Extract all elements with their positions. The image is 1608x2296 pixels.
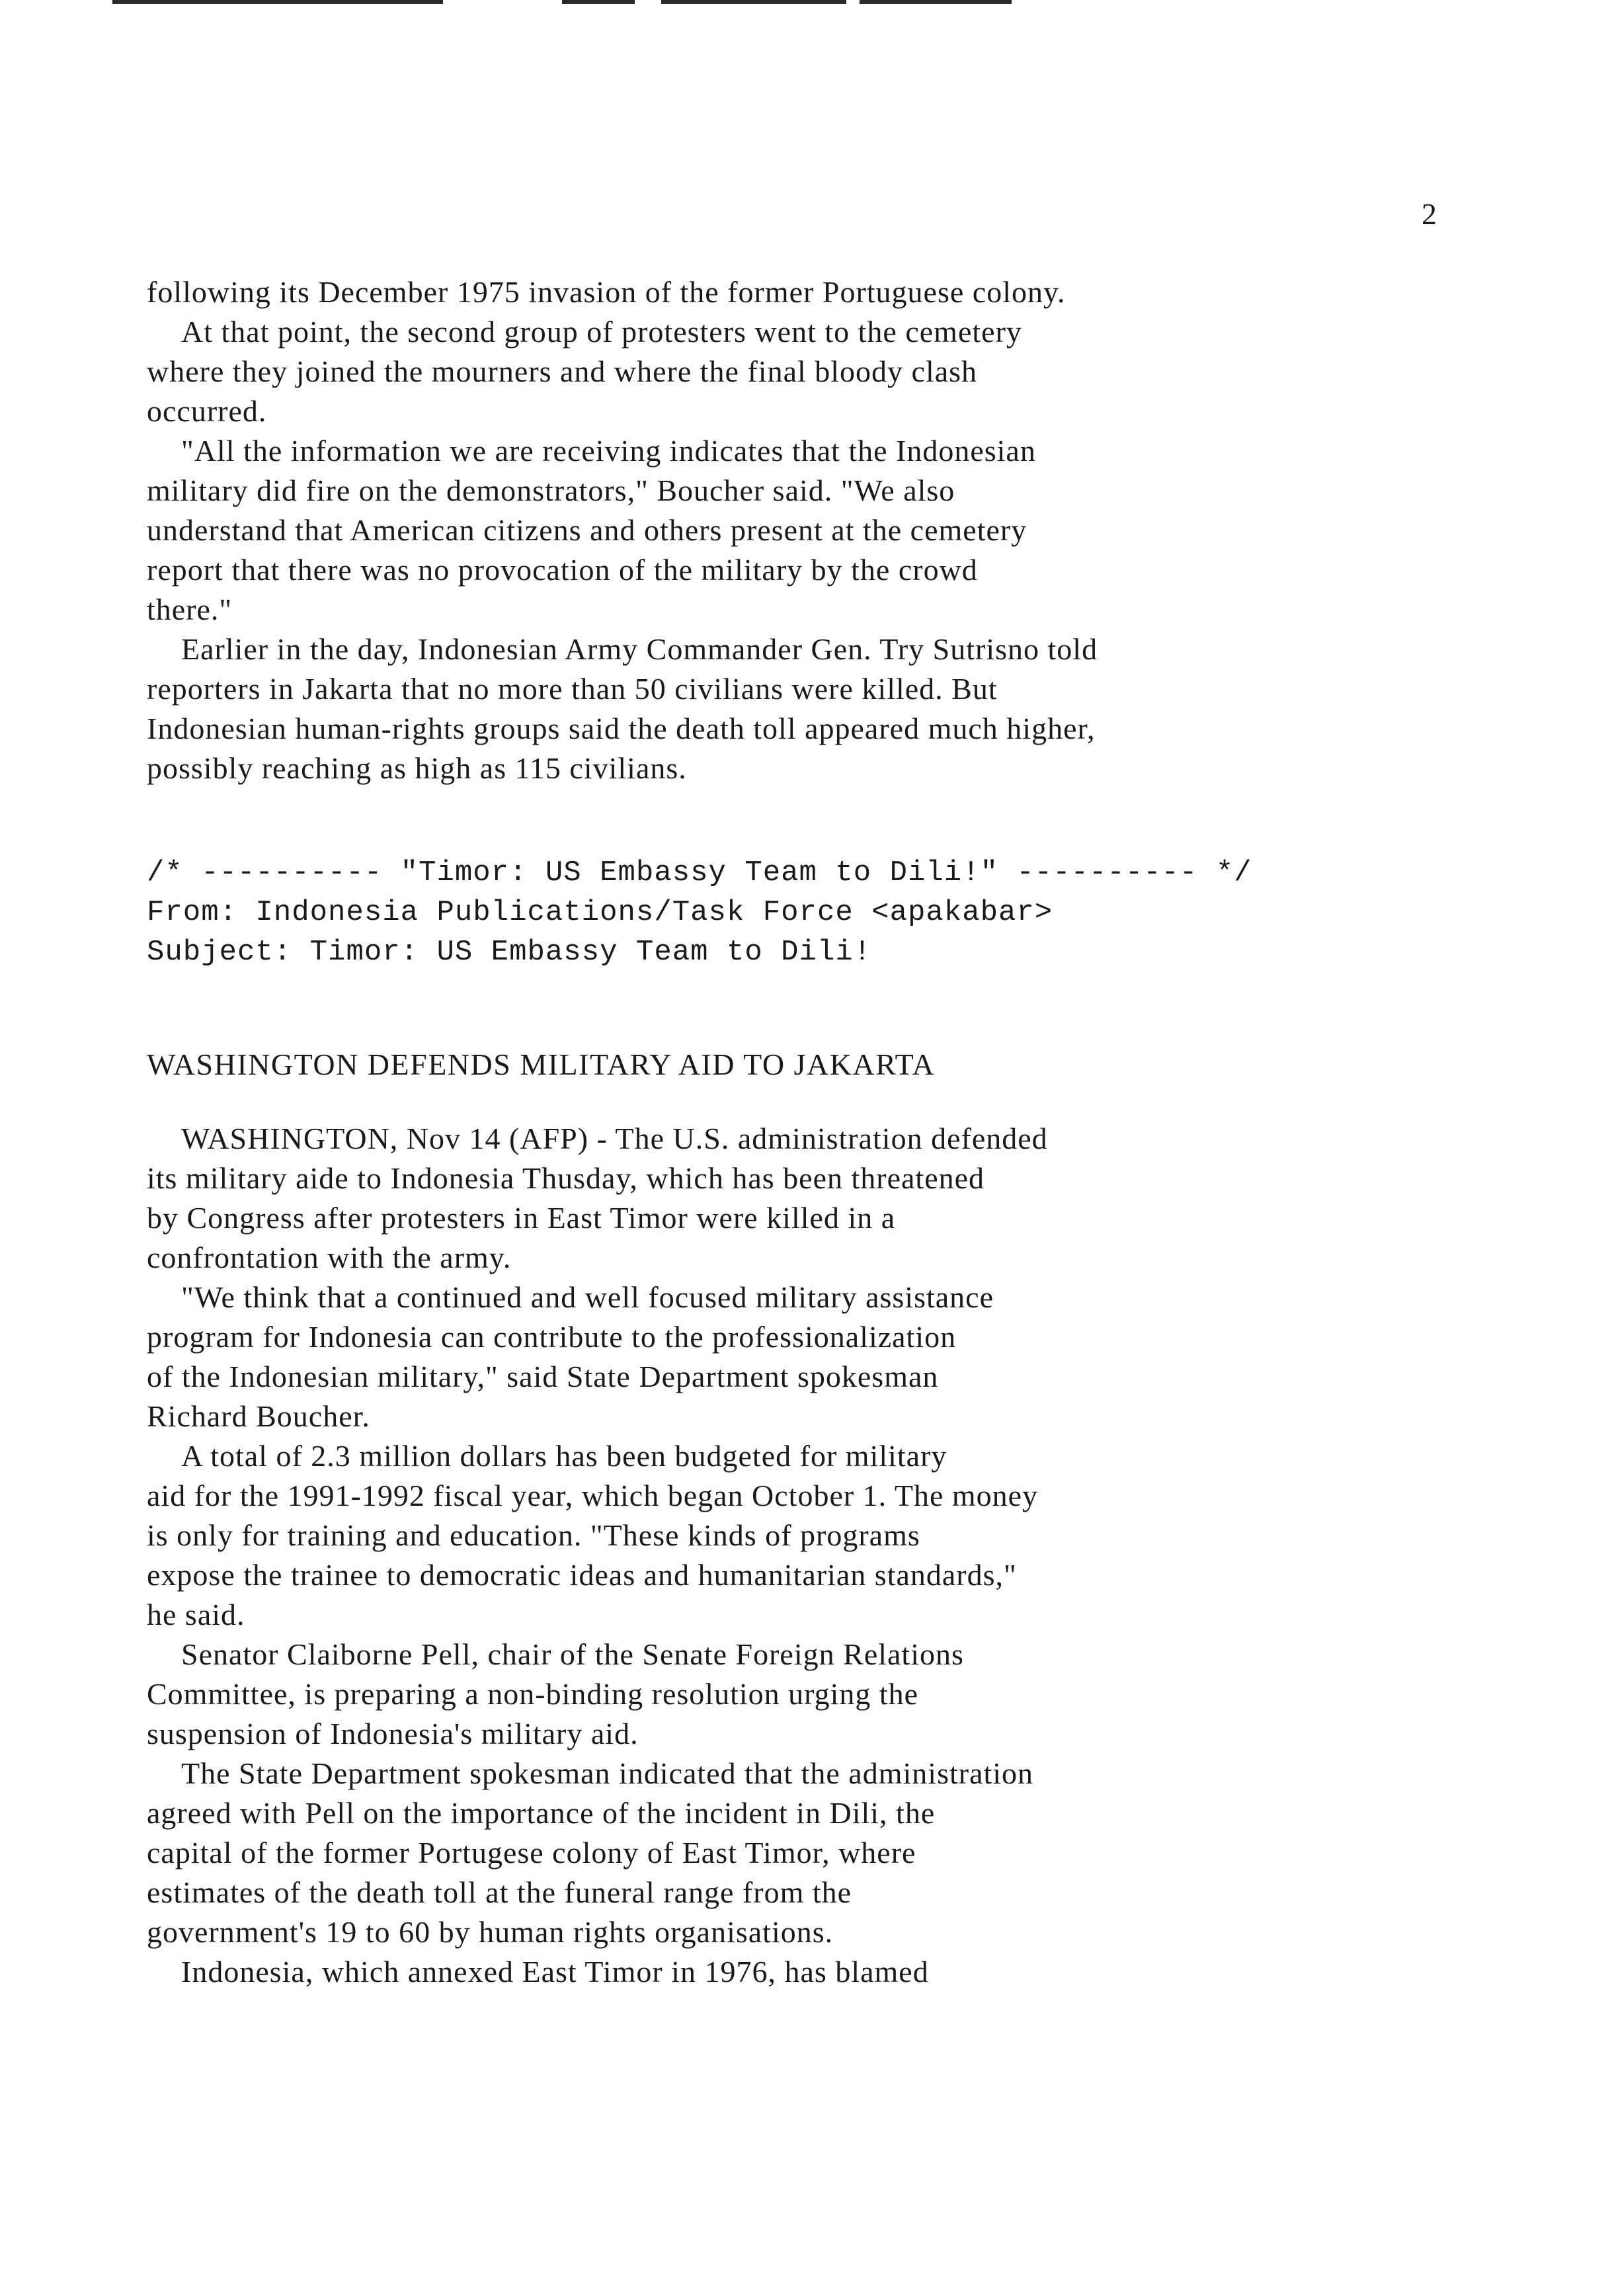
text-line: reporters in Jakarta that no more than 50 civilians were killed. But [147,672,998,706]
text-line: program for Indonesia can contribute to the professionalization [147,1320,957,1354]
text-line: occurred. [147,394,267,428]
text-line: "All the information we are receiving indicates that the Indonesian [181,434,1036,468]
text-line: capital of the former Portugese colony of East Timor, where [147,1836,916,1869]
text-line: estimates of the death toll at the funeral range from the [147,1875,852,1909]
article-body [147,1119,1509,1992]
text-line: following its December 1975 invasion of the former Portuguese colony. [147,275,1066,309]
text-line: report that there was no provocation of the military by the crowd [147,553,978,587]
scan-artifact [661,0,846,4]
text-line: its military aide to Indonesia Thusday, which has been threatened [147,1161,985,1195]
scan-artifact [562,0,635,4]
text-line: of the Indonesian military," said State Department spokesman [147,1360,939,1393]
text-line: aid for the 1991-1992 fiscal year, which began October 1. The money [147,1479,1039,1512]
message-header [147,853,1509,972]
headline: WASHINGTON DEFENDS MILITARY AID TO JAKARTA [147,1047,936,1081]
text-line: suspension of Indonesia's military aid. [147,1717,639,1750]
text-line: The State Department spokesman indicated that the administration [181,1756,1034,1790]
text-line: WASHINGTON, Nov 14 (AFP) - The U.S. administration defended [181,1122,1048,1155]
text-line: government's 19 to 60 by human rights organisations. [147,1915,834,1949]
text-line: Committee, is preparing a non-binding resolution urging the [147,1677,919,1711]
text-line: is only for training and education. "These kinds of programs [147,1518,920,1552]
text-line: expose the trainee to democratic ideas and humanitarian standards," [147,1558,1017,1592]
text-line: he said. [147,1598,245,1631]
text-line: confrontation with the army. [147,1241,512,1274]
scan-artifact [112,0,443,4]
article-headline [147,1045,1509,1085]
message-from: From: Indonesia Publications/Task Force <apakabar> [147,896,1053,929]
text-line: Indonesian human-rights groups said the death toll appeared much higher, [147,712,1096,745]
text-line: At that point, the second group of protesters went to the cemetery [181,315,1022,348]
text-line: Richard Boucher. [147,1399,370,1433]
text-line: agreed with Pell on the importance of the incident in Dili, the [147,1796,936,1830]
text-line: where they joined the mourners and where the final bloody clash [147,354,978,388]
text-line: there." [147,593,233,626]
text-line: "We think that a continued and well focused military assistance [181,1280,994,1314]
text-line: A total of 2.3 million dollars has been budgeted for military [181,1439,947,1473]
text-line: understand that American citizens and others present at the cemetery [147,513,1027,547]
article-continuation [147,272,1509,788]
message-subject: Subject: Timor: US Embassy Team to Dili! [147,936,872,969]
text-line: Earlier in the day, Indonesian Army Commander Gen. Try Sutrisno told [181,632,1098,666]
scan-artifact [860,0,1012,4]
text-line: possibly reaching as high as 115 civilians. [147,751,687,785]
text-line: Senator Claiborne Pell, chair of the Senate Foreign Relations [181,1637,964,1671]
message-separator: /* ---------- "Timor: US Embassy Team to Dili!" ---------- */ [147,856,1252,889]
page-number: 2 [1422,197,1437,231]
text-line: military did fire on the demonstrators," Boucher said. "We also [147,473,955,507]
text-line: Indonesia, which annexed East Timor in 1976, has blamed [181,1955,929,1988]
text-line: by Congress after protesters in East Timor were killed in a [147,1201,896,1235]
